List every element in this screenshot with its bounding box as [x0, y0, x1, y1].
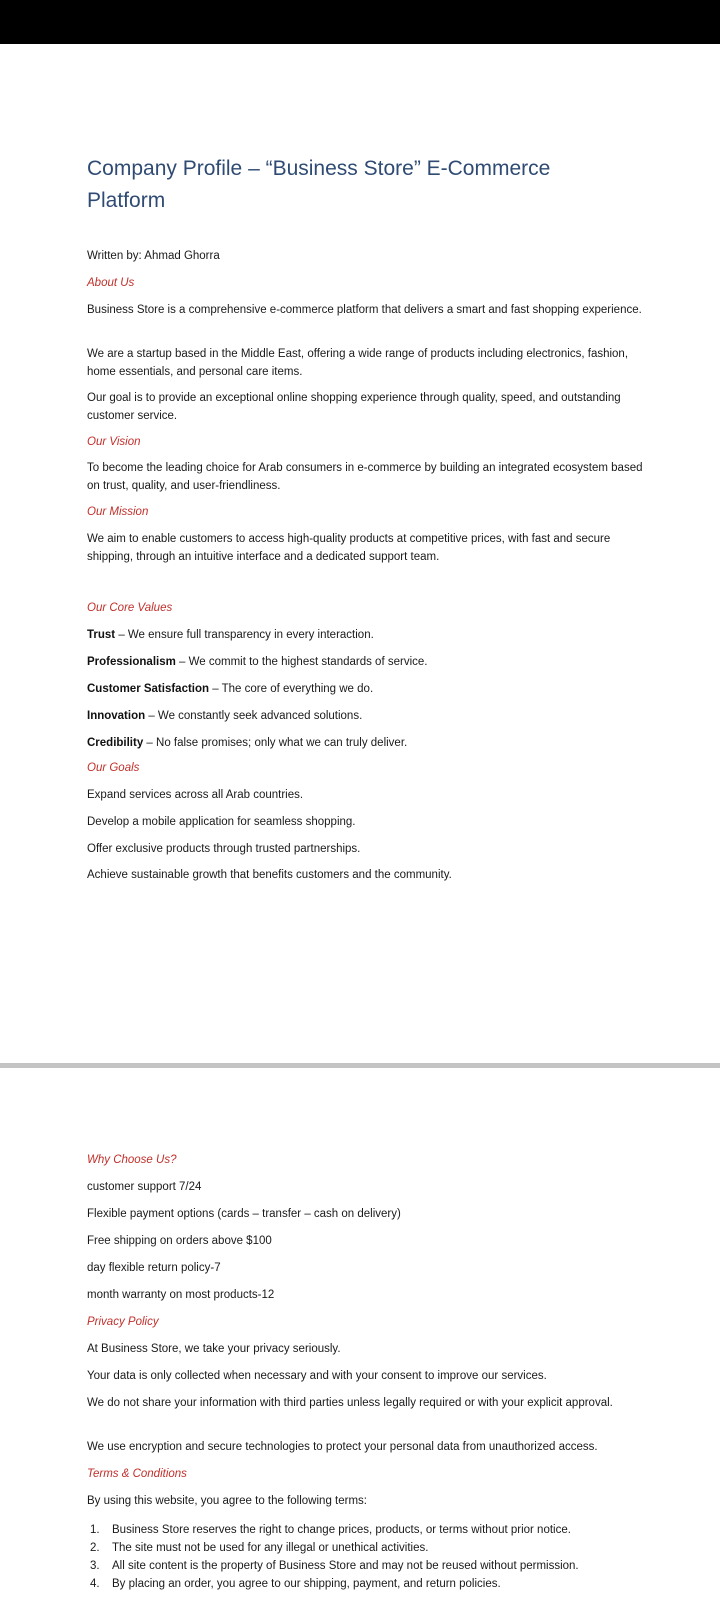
core-value-item: [87, 626, 647, 644]
why-item: day flexible return policy-7: [87, 1262, 221, 1274]
goal-item: Offer exclusive products through trusted partnerships.: [87, 843, 361, 855]
goals-heading: Our Goals: [87, 762, 140, 774]
top-status-bar: [0, 0, 720, 44]
mission-heading: Our Mission: [87, 506, 149, 518]
terms-list-item: [87, 1557, 667, 1575]
core-values-heading: Our Core Values: [87, 602, 173, 614]
about-paragraph: Our goal is to provide an exceptional online shopping experience through quality, speed, and outstanding customer service.: [87, 392, 621, 422]
document-title: Company Profile – “Business Store” E-Commerce Platform: [87, 157, 551, 212]
vision-text: To become the leading choice for Arab consumers in e-commerce by building an integrated ecosystem based on trust, quality, and user-friendliness.: [87, 462, 643, 492]
why-item: Flexible payment options (cards – transfer – cash on delivery): [87, 1208, 401, 1220]
core-value-desc: – We ensure full transparency in every interaction.: [115, 629, 374, 641]
why-item: customer support 7/24: [87, 1181, 202, 1193]
core-value-desc: – We commit to the highest standards of service.: [175, 656, 428, 668]
privacy-paragraph: We use encryption and secure technologies to protect your personal data from unauthorized access.: [87, 1441, 598, 1453]
why-choose-heading: Why Choose Us?: [87, 1154, 177, 1166]
terms-list: [87, 1521, 667, 1593]
terms-item-number: 2.: [90, 1542, 100, 1554]
terms-item-number: 4.: [90, 1578, 100, 1590]
terms-list-item: [87, 1521, 667, 1539]
goal-item: Achieve sustainable growth that benefits customers and the community.: [87, 869, 452, 881]
terms-heading: Terms & Conditions: [87, 1468, 187, 1480]
core-value-item: [87, 707, 647, 725]
terms-list-item: [87, 1575, 667, 1593]
core-value-desc: – We constantly seek advanced solutions.: [145, 710, 363, 722]
terms-item-text: The site must not be used for any illegal or unethical activities.: [112, 1542, 429, 1554]
core-value-name: Innovation: [87, 710, 146, 722]
core-value-item: [87, 734, 647, 752]
core-value-item: [87, 653, 647, 671]
mission-text: We aim to enable customers to access high-quality products at competitive prices, with fast and secure shipping, through an intuitive interface and a dedicated support team.: [87, 533, 611, 563]
core-value-name: Credibility: [87, 737, 144, 749]
about-heading: About Us: [87, 277, 135, 289]
terms-item-text: All site content is the property of Business Store and may not be reused without permission.: [112, 1560, 579, 1572]
why-item: month warranty on most products-12: [87, 1289, 275, 1301]
author-line: Written by: Ahmad Ghorra: [87, 250, 220, 262]
terms-item-text: By placing an order, you agree to our shipping, payment, and return policies.: [112, 1578, 501, 1590]
terms-intro: By using this website, you agree to the following terms:: [87, 1495, 367, 1507]
privacy-heading: Privacy Policy: [87, 1316, 159, 1328]
privacy-paragraph: At Business Store, we take your privacy seriously.: [87, 1343, 341, 1355]
why-item: Free shipping on orders above $100: [87, 1235, 272, 1247]
core-value-desc: – The core of everything we do.: [209, 683, 374, 695]
core-value-name: Professionalism: [87, 656, 176, 668]
goal-item: Expand services across all Arab countries.: [87, 789, 304, 801]
core-value-name: Trust: [87, 629, 116, 641]
terms-item-number: 3.: [90, 1560, 100, 1572]
privacy-paragraph: Your data is only collected when necessary and with your consent to improve our services.: [87, 1370, 547, 1382]
about-paragraph: We are a startup based in the Middle East, offering a wide range of products including electronics, fashion, home essentials, and personal care items.: [87, 348, 629, 378]
goal-item: Develop a mobile application for seamless shopping.: [87, 816, 356, 828]
vision-heading: Our Vision: [87, 436, 141, 448]
terms-list-item: [87, 1539, 667, 1557]
privacy-paragraph: We do not share your information with third parties unless legally required or with your explicit approval.: [87, 1397, 613, 1409]
terms-item-number: 1.: [90, 1524, 100, 1536]
about-paragraph: Business Store is a comprehensive e-commerce platform that delivers a smart and fast shopping experience.: [87, 304, 642, 316]
core-value-desc: – No false promises; only what we can truly deliver.: [143, 737, 408, 749]
core-value-name: Customer Satisfaction: [87, 683, 210, 695]
core-value-item: [87, 680, 647, 698]
terms-item-text: Business Store reserves the right to change prices, products, or terms without prior notice.: [112, 1524, 571, 1536]
